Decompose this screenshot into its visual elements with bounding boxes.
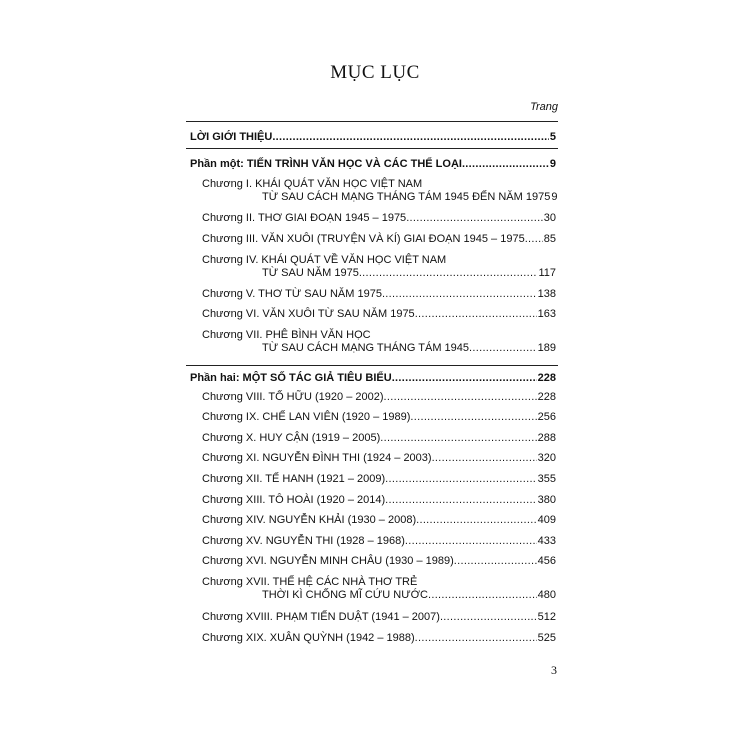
toc-entry-title: Chương XIX. XUÂN QUỲNH (1942 – 1988) xyxy=(202,632,415,644)
toc-entry-page: 320 xyxy=(537,452,556,464)
toc-entry-title: Chương II. THƠ GIAI ĐOẠN 1945 – 1975 xyxy=(202,212,407,224)
leader-dots xyxy=(440,611,537,624)
leader-dots xyxy=(392,372,537,385)
page-title: MỤC LỤC xyxy=(330,62,420,83)
toc-entry-page: 9 xyxy=(551,191,558,203)
toc-entry-page: 30 xyxy=(543,212,556,224)
toc-entry-page: 5 xyxy=(549,131,556,143)
toc-entry-title-cont: THỜI KÌ CHỐNG MĨ CỨU NƯỚC xyxy=(262,589,428,601)
toc-entry-title: LỜI GIỚI THIỆU xyxy=(190,131,273,143)
leader-dots xyxy=(410,411,536,424)
toc-chapter-1[interactable] xyxy=(202,178,556,204)
toc-entry-title-cont: TỪ SAU CÁCH MẠNG THÁNG TÁM 1945 ĐẾN NĂM 1975 xyxy=(262,191,551,203)
toc-entry-title-cont: TỪ SAU CÁCH MẠNG THÁNG TÁM 1945 xyxy=(262,342,470,354)
toc-entry-title: Chương X. HUY CẬN (1919 – 2005) xyxy=(202,432,381,444)
toc-chapter-11[interactable] xyxy=(202,452,556,465)
toc-chapter-10[interactable] xyxy=(202,432,556,445)
page-number: 3 xyxy=(551,663,557,677)
leader-dots xyxy=(380,432,536,445)
toc-entry-page: 117 xyxy=(538,267,556,279)
leader-dots xyxy=(272,131,549,144)
toc-entry-page: 380 xyxy=(537,494,556,506)
toc-entry-page: 163 xyxy=(537,308,556,320)
leader-dots xyxy=(382,288,537,301)
leader-dots xyxy=(385,494,537,507)
toc-chapter-2[interactable] xyxy=(202,212,556,225)
toc-entry-title: Chương XIV. NGUYỄN KHẢI (1930 – 2008) xyxy=(202,514,417,526)
toc-entry-page: 355 xyxy=(537,473,556,485)
toc-chapter-8[interactable] xyxy=(202,391,556,404)
toc-entry-page: 9 xyxy=(549,158,556,170)
toc-chapter-4[interactable] xyxy=(202,254,556,280)
leader-dots xyxy=(406,212,543,225)
toc-entry-title: Chương IV. KHÁI QUÁT VỀ VĂN HỌC VIỆT NAM xyxy=(202,254,447,266)
toc-entry-page: 228 xyxy=(537,391,556,403)
toc-entry-page: 433 xyxy=(537,535,556,547)
toc-entry-title: Phần một: TIẾN TRÌNH VĂN HỌC VÀ CÁC THỂ LOẠI xyxy=(190,158,462,170)
leader-dots xyxy=(454,555,537,568)
toc-entry-title: Chương XIII. TÔ HOÀI (1920 – 2014) xyxy=(202,494,386,506)
toc-part-two[interactable] xyxy=(190,372,556,385)
toc-chapter-12[interactable] xyxy=(202,473,556,486)
toc-chapter-7[interactable] xyxy=(202,329,556,355)
leader-dots xyxy=(384,391,537,404)
toc-entry-title: Chương XVIII. PHẠM TIẾN DUẬT (1941 – 2007) xyxy=(202,611,440,623)
toc-entry-title: Chương VII. PHÊ BÌNH VĂN HỌC xyxy=(202,329,371,341)
toc-chapter-19[interactable] xyxy=(202,632,556,645)
toc-entry-page: 456 xyxy=(537,555,556,567)
toc-entry-title: Chương XVII. THẾ HỆ CÁC NHÀ THƠ TRẺ xyxy=(202,576,418,588)
divider xyxy=(186,365,558,366)
leader-dots xyxy=(469,342,537,355)
leader-dots xyxy=(405,535,537,548)
leader-dots xyxy=(525,233,543,246)
toc-entry-page: 525 xyxy=(537,632,556,644)
toc-entry-title-cont: TỪ SAU NĂM 1975 xyxy=(262,267,359,279)
leader-dots xyxy=(462,158,549,171)
toc-chapter-3[interactable] xyxy=(202,233,556,246)
leader-dots xyxy=(359,267,538,280)
toc-entry-title: Chương VI. VĂN XUÔI TỪ SAU NĂM 1975 xyxy=(202,308,415,320)
toc-entry-title: Chương I. KHÁI QUÁT VĂN HỌC VIỆT NAM xyxy=(202,178,423,190)
toc-chapter-13[interactable] xyxy=(202,494,556,507)
toc-entry-page: 189 xyxy=(537,342,556,354)
leader-dots xyxy=(415,632,537,645)
toc-part-one[interactable] xyxy=(190,158,556,171)
toc-entry-page: 480 xyxy=(537,589,556,601)
toc-chapter-17[interactable] xyxy=(202,576,556,602)
leader-dots xyxy=(432,452,537,465)
leader-dots xyxy=(428,589,537,602)
toc-entry-title: Chương XI. NGUYỄN ĐÌNH THI (1924 – 2003) xyxy=(202,452,432,464)
toc-chapter-14[interactable] xyxy=(202,514,556,527)
toc-entry-title: Chương XV. NGUYỄN THI (1928 – 1968) xyxy=(202,535,405,547)
toc-chapter-6[interactable] xyxy=(202,308,556,321)
toc-entry-title: Phần hai: MỘT SỐ TÁC GIẢ TIÊU BIỂU xyxy=(190,372,392,384)
toc-entry-page: 512 xyxy=(537,611,556,623)
toc-entry-title: Chương XVI. NGUYỄN MINH CHÂU (1930 – 1989) xyxy=(202,555,454,567)
toc-entry-page: 228 xyxy=(537,372,556,384)
toc-entry-page: 85 xyxy=(543,233,556,245)
toc-entry-title: Chương VIII. TỐ HỮU (1920 – 2002) xyxy=(202,391,384,403)
leader-dots xyxy=(415,308,537,321)
toc-entry-page: 138 xyxy=(537,288,556,300)
toc-chapter-5[interactable] xyxy=(202,288,556,301)
toc-entry-page: 288 xyxy=(537,432,556,444)
toc-chapter-15[interactable] xyxy=(202,535,556,548)
toc-entry-page: 409 xyxy=(537,514,556,526)
toc-entry-title: Chương XII. TẾ HANH (1921 – 2009) xyxy=(202,473,386,485)
toc-entry-title: Chương III. VĂN XUÔI (TRUYỆN VÀ KÍ) GIAI ĐOẠN 1945 – 1975 xyxy=(202,233,525,245)
toc-entry-title: Chương IX. CHẾ LAN VIÊN (1920 – 1989) xyxy=(202,411,411,423)
leader-dots xyxy=(385,473,537,486)
divider xyxy=(186,121,558,122)
divider xyxy=(186,148,558,149)
toc-chapter-18[interactable] xyxy=(202,611,556,624)
toc-entry-intro[interactable] xyxy=(190,131,556,144)
page-column-label: Trang xyxy=(530,101,558,113)
toc-entry-page: 256 xyxy=(537,411,556,423)
leader-dots xyxy=(416,514,537,527)
toc-chapter-9[interactable] xyxy=(202,411,556,424)
toc-entry-title: Chương V. THƠ TỪ SAU NĂM 1975 xyxy=(202,288,382,300)
toc-chapter-16[interactable] xyxy=(202,555,556,568)
